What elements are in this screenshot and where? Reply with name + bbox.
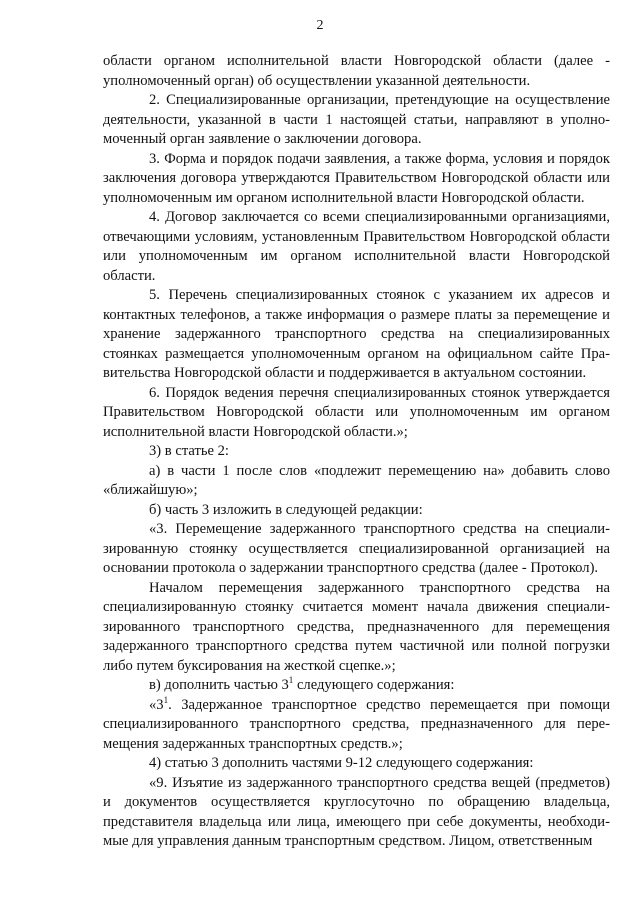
paragraph-item-3: 3. Форма и порядок подачи заявления, а также форма, условия и порядок заключения договора утверждаются Правительством Новгородской области или уполномоченным им органом исполнительной власти Новгородской области.	[103, 150, 610, 206]
text-segment: следующего содержания:	[293, 677, 455, 693]
paragraph-amendment-c	[103, 676, 610, 696]
paragraph-article-2-heading: 3) в статье 2:	[149, 443, 229, 459]
document-body	[103, 52, 610, 852]
paragraph-item-5: 5. Перечень специализированных стоянок с указанием их адресов и контактных телефонов, а также информация о размере платы за перемещение и хранение задержанного транспортного средства на специализированных стоянках размещается уполномоченным органом на официальном сайте Правительства Новгородской области и поддерживается в актуальном состоянии.	[103, 287, 610, 381]
paragraph-part-3-1	[103, 696, 610, 755]
paragraph-amendment-b: б) часть 3 изложить в следующей редакции:	[149, 501, 423, 518]
paragraph-article-3-heading: 4) статью 3 дополнить частями 9-12 следующего содержания:	[149, 755, 534, 771]
paragraph-item-2: 2. Специализированные организации, претендующие на осуществление деятельности, указанной в части 1 настоящей статьи, направляют в уполномоченный орган заявление о заключении договора.	[103, 92, 610, 147]
paragraph-amendment-a: а) в части 1 после слов «подлежит перемещению на» добавить слово «ближайшую»;	[103, 462, 610, 498]
page-number: 2	[316, 18, 324, 33]
text-segment: «3	[149, 696, 164, 713]
superscript: 1	[288, 675, 294, 686]
text-segment: . Задержанное транспортное средство перемещается при помощи специализированного транспортного средства, предназначенного для перемещения задержанных транспортных средств.»;	[103, 696, 610, 752]
paragraph-part-9: «9. Изъятие из задержанного транспортного средства вещей (предметов) и документов осуществляется круглосуточно по обращению владельца, представителя владельца или лица, имеющего при себе документы, необходимые для управления данным транспортным средством. Лицом, ответственным	[103, 774, 610, 849]
paragraph-part-3: «3. Перемещение задержанного транспортного средства на специализированную стоянку осуществляется специализированной организацией на основании протокола о задержании транспортного средства (далее - Протокол).	[103, 521, 610, 576]
superscript: 1	[163, 694, 169, 705]
paragraph-item-4: 4. Договор заключается со всеми специализированными организациями, отвечающими условиям, установленным Правительством Новгородской области или уполномоченным им органом исполнительной власти Новгородской области.	[103, 209, 610, 284]
text-segment: в) дополнить частью 3	[149, 677, 289, 693]
paragraph-continuation: области органом исполнительной власти Новгородской области (далее - уполномоченный орган) об осуществлении указанной деятельности.	[103, 53, 610, 89]
paragraph-part-3-continued: Началом перемещения задержанного транспортного средства на специализированную стоянку считается момент начала движения специализированного транспортного средства, предназначенного для перемещения задержанного транспортного средства путем частичной или полной погрузки либо путем буксирования на жесткой сцепке.»;	[103, 579, 610, 674]
paragraph-item-6: 6. Порядок ведения перечня специализированных стоянок утверждается Правительством Новгородской области или уполномоченным им органом исполнительной власти Новгородской области.»;	[103, 384, 610, 440]
